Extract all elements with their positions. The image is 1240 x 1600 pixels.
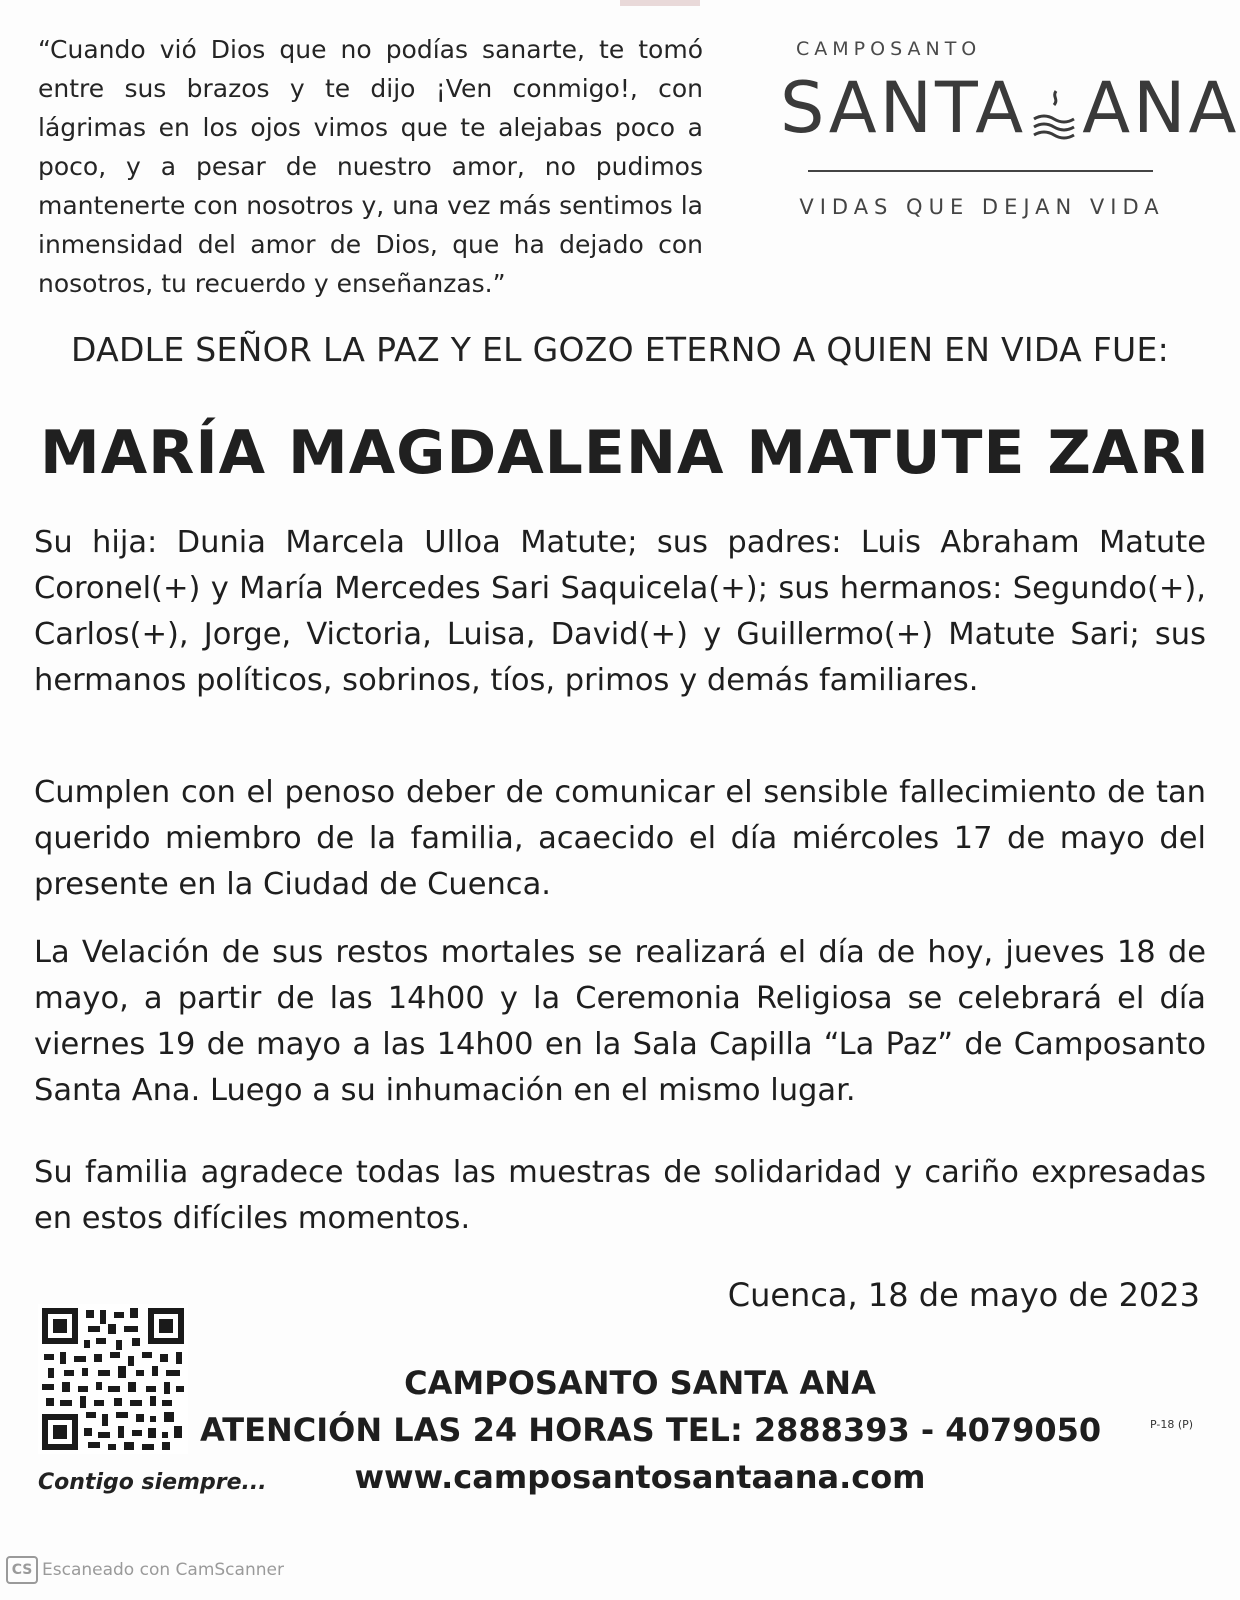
logo-word-left: SANTA [780,67,1027,149]
flame-wave-icon [1026,83,1082,143]
footer-phone: ATENCIÓN LAS 24 HORAS TEL: 2888393 - 4079050 [200,1411,1102,1449]
deceased-name: MARÍA MAGDALENA MATUTE ZARI [40,418,1210,488]
logo-word-right: ANA [1082,67,1240,149]
logo-wordmark [780,67,1240,149]
slogan: Contigo siempre... [38,1470,267,1495]
logo-pre-text: CAMPOSANTO [796,38,982,60]
scanner-watermark [6,1556,284,1584]
gratitude-paragraph: Su familia agradece todas las muestras de solidaridad y cariño expresadas en estos difíciles momentos. [34,1155,1206,1236]
ceremony-paragraph: La Velación de sus restos mortales se realizará el día de hoy, jueves 18 de mayo, a partir de las 14h00 y la Ceremonia Religiosa se celebrará el día viernes 19 de mayo a las 14h00 en la Sala Capilla “La Paz” de Camposanto Santa Ana. Luego a su inhumación en el mismo lugar. [34,935,1206,1108]
place-date: Cuenca, 18 de mayo de 2023 [727,1276,1200,1314]
footer-company: CAMPOSANTO SANTA ANA [404,1364,876,1402]
camposanto-logo [780,30,1240,240]
contact-footer [200,1360,1102,1501]
logo-divider [808,170,1153,172]
opening-quote: “Cuando vió Dios que no podías sanarte, te tomó entre sus brazos y te dijo ¡Ven conmigo!, con lágrimas en los ojos vimos que te alejabas poco a poco, y a pesar de nuestro amor, no pudimos mantenerte con nosotros y, una vez más sentimos la inmensidad del amor de Dios, que ha dejado con nosotros, tu recuerdo y enseñanzas.” [38,35,703,298]
qr-code-icon [38,1304,188,1454]
footer-website: www.camposantosantaana.com [354,1458,926,1496]
logo-tagline: VIDAS QUE DEJAN VIDA [799,195,1165,219]
announcement-paragraph: Cumplen con el penoso deber de comunicar el sensible fallecimiento de tan querido miembro de la familia, acaecido el día miércoles 17 de mayo del presente en la Ciudad de Cuenca. [34,775,1206,902]
print-code: P-18 (P) [1150,1418,1194,1431]
camscanner-icon: CS [6,1556,38,1584]
top-edge-mark [620,0,700,6]
family-paragraph: Su hija: Dunia Marcela Ulloa Matute; sus padres: Luis Abraham Matute Coronel(+) y María Mercedes Sari Saquicela(+); sus hermanos: Segundo(+), Carlos(+), Jorge, Victoria, Luisa, David(+) y Guillermo(+) Matute Sari; sus hermanos políticos, sobrinos, tíos, primos y demás familiares. [34,525,1206,698]
scanner-text: Escaneado con CamScanner [42,1560,284,1580]
prayer-heading: DADLE SEÑOR LA PAZ Y EL GOZO ETERNO A QUIEN EN VIDA FUE: [70,330,1170,369]
